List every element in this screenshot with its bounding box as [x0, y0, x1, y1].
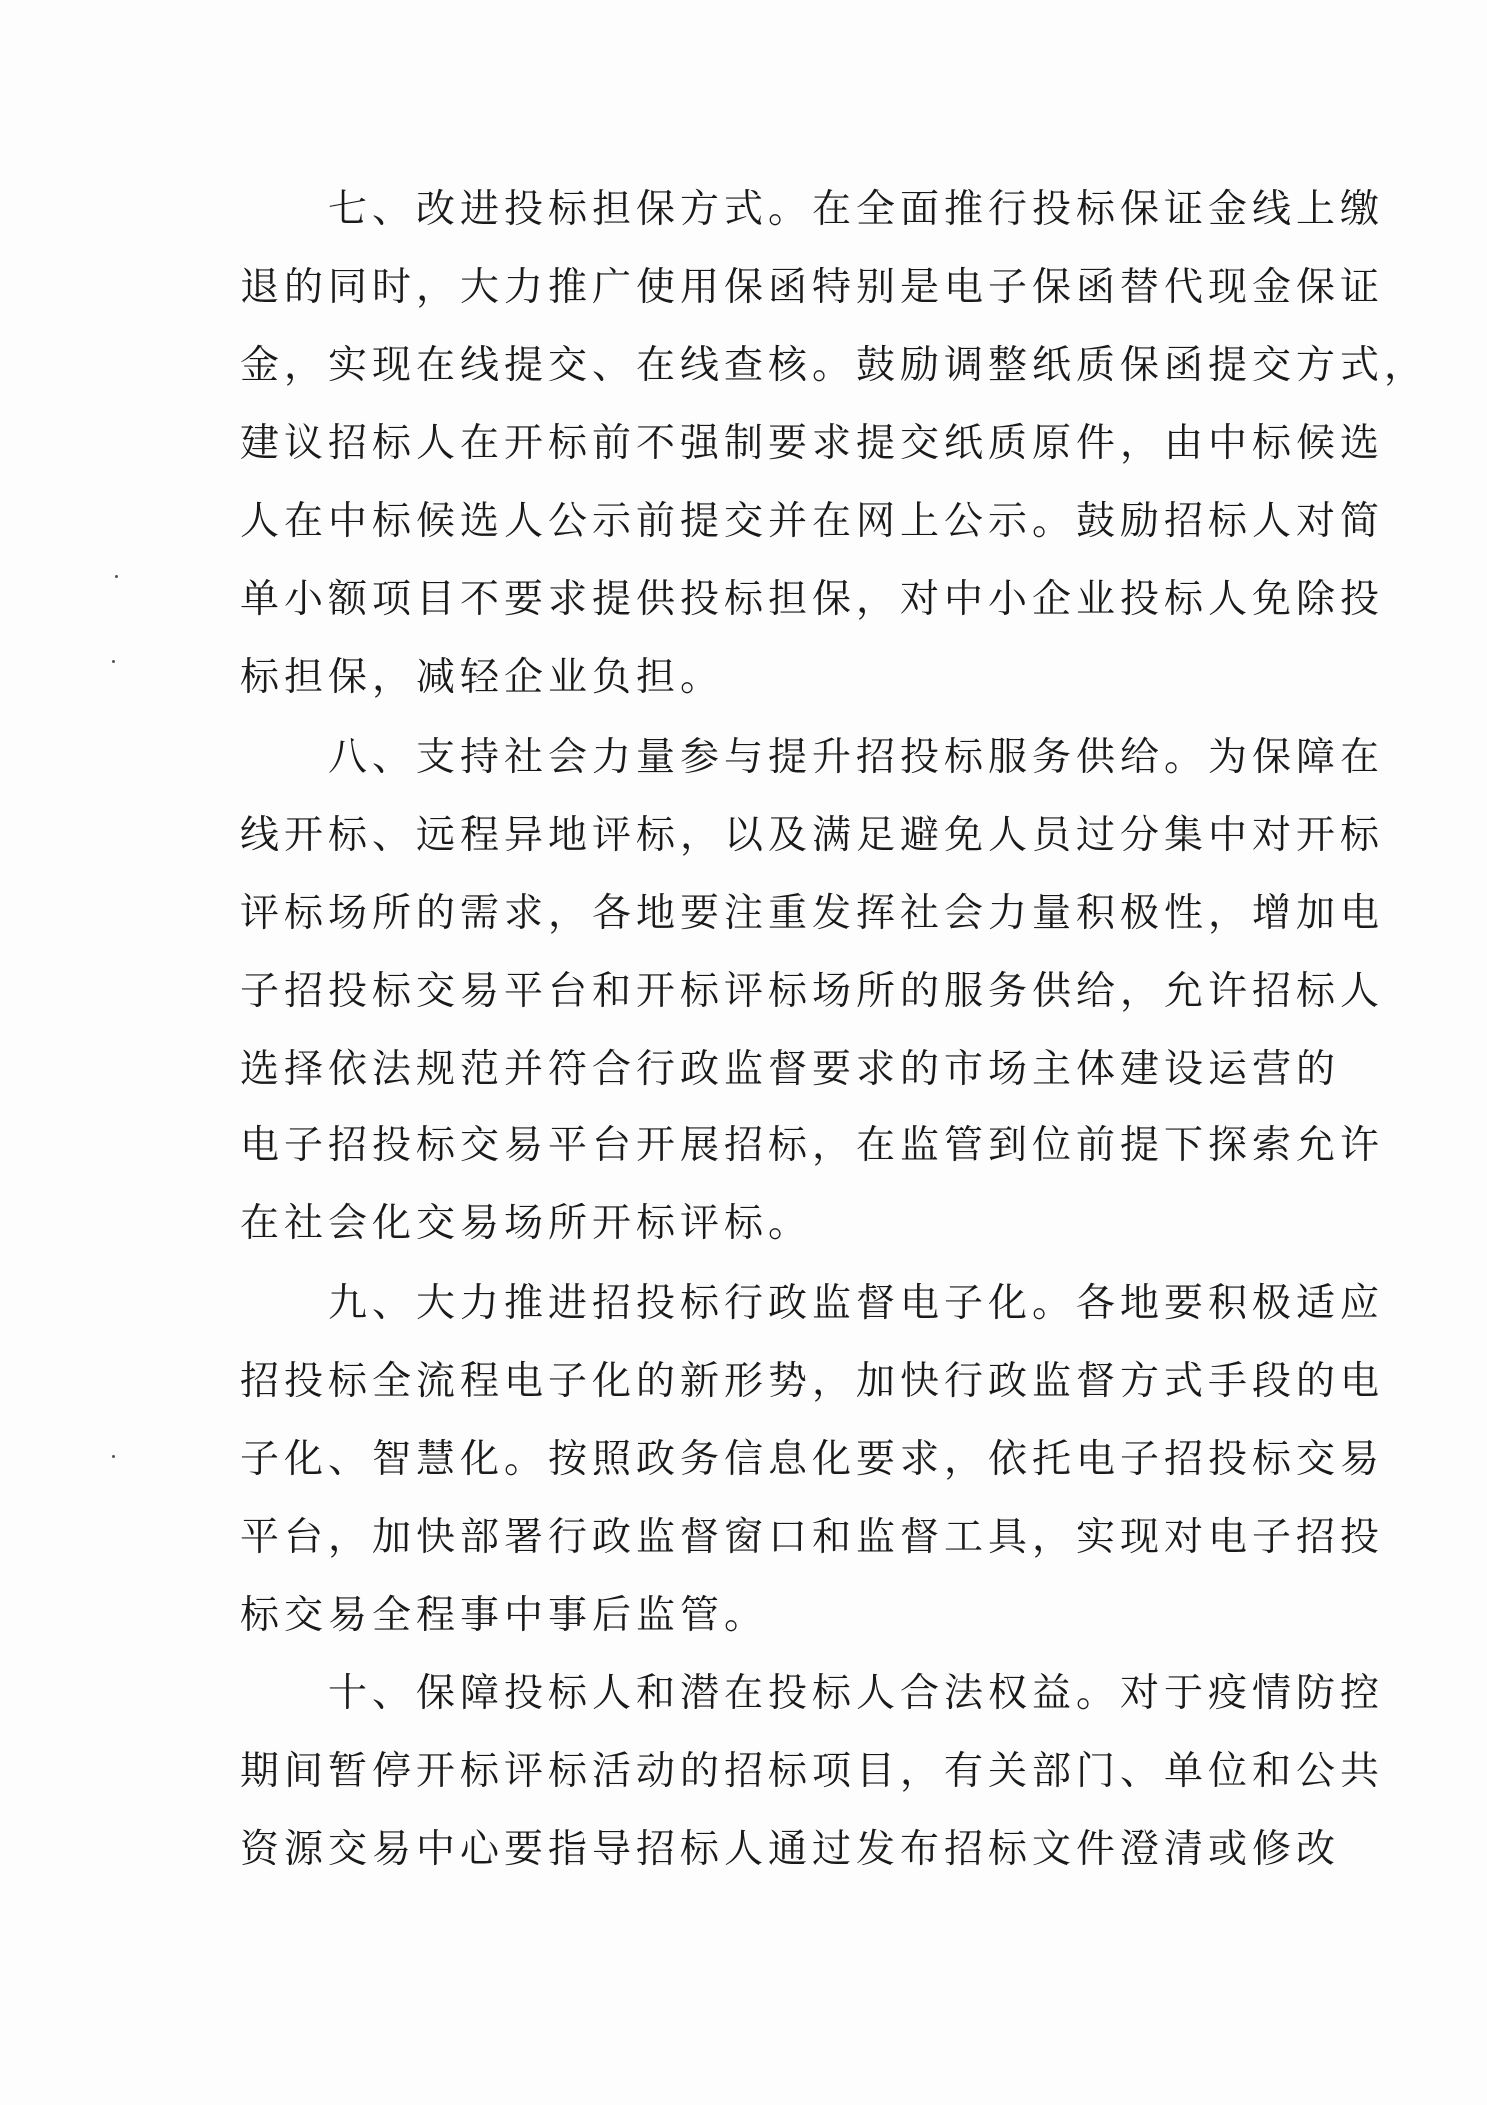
paragraph-7-line-1: 七、改进投标担保方式。在全面推行投标保证金线上缴: [240, 187, 1385, 232]
paragraph-7-line-4: 建议招标人在开标前不强制要求提交纸质原件，由中标候选: [240, 421, 1385, 466]
scan-speck: [115, 575, 118, 578]
paragraph-9-line-3: 子化、智慧化。按照政务信息化要求，依托电子招投标交易: [240, 1437, 1385, 1482]
paragraph-7-line-5: 人在中标候选人公示前提交并在网上公示。鼓励招标人对简: [240, 499, 1385, 544]
paragraph-8-line-4: 子招投标交易平台和开标评标场所的服务供给，允许招标人: [240, 969, 1385, 1014]
paragraph-9-line-4: 平台，加快部署行政监督窗口和监督工具，实现对电子招投: [240, 1515, 1385, 1560]
paragraph-9-line-2: 招投标全流程电子化的新形势，加快行政监督方式手段的电: [240, 1359, 1385, 1404]
paragraph-7-line-3: 金，实现在线提交、在线查核。鼓励调整纸质保函提交方式，: [240, 343, 1429, 388]
paragraph-8-line-6: 电子招投标交易平台开展招标，在监管到位前提下探索允许: [240, 1123, 1385, 1168]
paragraph-7-line-2: 退的同时，大力推广使用保函特别是电子保函替代现金保证: [240, 265, 1385, 310]
paragraph-7-line-6: 单小额项目不要求提供投标担保，对中小企业投标人免除投: [240, 577, 1385, 622]
paragraph-10-line-1: 十、保障投标人和潜在投标人合法权益。对于疫情防控: [240, 1671, 1385, 1716]
paragraph-8-line-3: 评标场所的需求，各地要注重发挥社会力量积极性，增加电: [240, 891, 1385, 936]
scan-speck: [112, 660, 115, 663]
paragraph-9-line-1: 九、大力推进招投标行政监督电子化。各地要积极适应: [240, 1281, 1385, 1326]
paragraph-9-line-5: 标交易全程事中事后监管。: [240, 1593, 769, 1638]
paragraph-8-line-5: 选择依法规范并符合行政监督要求的市场主体建设运营的: [240, 1047, 1341, 1092]
paragraph-8-line-1: 八、支持社会力量参与提升招投标服务供给。为保障在: [240, 735, 1385, 780]
paragraph-8-line-7: 在社会化交易场所开标评标。: [240, 1201, 813, 1246]
paragraph-8-line-2: 线开标、远程异地评标，以及满足避免人员过分集中对开标: [240, 813, 1385, 858]
scan-speck: [112, 1455, 115, 1458]
paragraph-10-line-3: 资源交易中心要指导招标人通过发布招标文件澄清或修改: [240, 1827, 1341, 1872]
paragraph-10-line-2: 期间暂停开标评标活动的招标项目，有关部门、单位和公共: [240, 1749, 1385, 1794]
paragraph-7-line-7: 标担保，减轻企业负担。: [240, 655, 725, 700]
